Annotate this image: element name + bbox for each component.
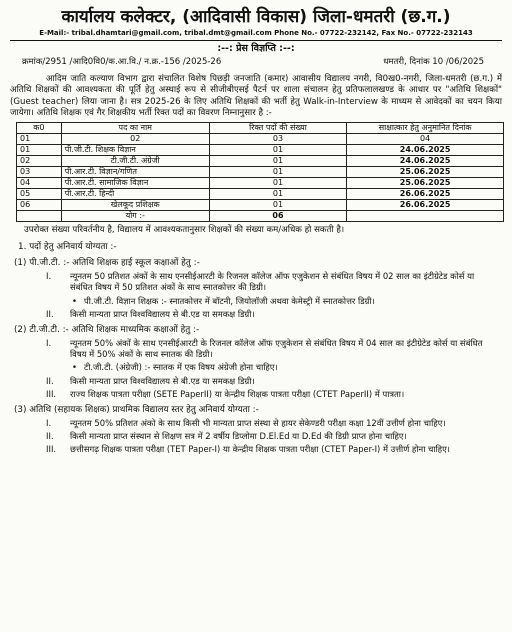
table-cell: 01: [209, 144, 347, 155]
table-row: [17, 166, 504, 177]
col-header-date: साक्षात्कार हेतु अनुमानित दिनांक: [347, 122, 504, 133]
table-cell: 05: [17, 188, 62, 199]
table-cell: 02: [17, 155, 62, 166]
col-header-post: पद का नाम: [61, 122, 209, 133]
reference-line: [10, 56, 502, 70]
press-release-title: :--: प्रेस विज्ञप्ति :--:: [217, 43, 295, 54]
table-cell: पी.आर.टी. हिन्दी: [61, 188, 209, 199]
table-row: [17, 199, 504, 210]
intro-paragraph: आदिम जाति कल्याण विभाग द्वारा संचालित विशेष पिछड़ी जनजाति (कमार) आवासीय विद्यालय नगरी, वि0ख0-नगरी, जिला-धमतरी (छ.ग.) में अतिथि शिक्षकों की आवश्यकता की पूर्ति हेतु अस्थाई रूप से सीजीबीएसई पैटर्न पर शाला संचालन हेतु प्रतिफलालखण्ड के आधार पर "अतिथि शिक्षकों" (Guest teacher) लिया जाना है। सत्र 2025-26 के लिए अतिथि शिक्षकों की भर्ती हेतु Walk-in-Interview के माध्यम से आवेदकों का चयन किया जायेगा। अतिथि शिक्षक एवं गैर शिक्षकीय भर्ती रिक्त पदों का विवरण निम्नानुसार है :-: [10, 74, 502, 119]
bullet-text: टी.जी.टी. (अंग्रेजी) :- स्नातक में एक विषय अंग्रेजी होना चाहिए।: [84, 362, 278, 373]
item-text: राज्य शिक्षक पात्रता परीक्षा (SETE PaperII) या केन्द्रीय शिक्षक पात्रता परीक्षा (CTET PaperII) में पात्रता।: [70, 388, 405, 399]
table-header-row: [17, 122, 504, 133]
header-divider: [10, 40, 502, 41]
bullet-text: पी.जी.टी. विज्ञान शिक्षक :- स्नातकोत्तर में बॉटनी, जियोलॉजी अथवा केमेस्ट्री में स्नातकोत्तर डिग्री।: [84, 295, 375, 306]
table-cell: पी.आर.टी. सामाजिक विज्ञान: [61, 177, 209, 188]
table-cell: [347, 210, 504, 221]
table-row: [17, 155, 504, 166]
item-number: I.: [46, 271, 52, 282]
bullet-item: [10, 362, 502, 373]
table-cell: 06: [17, 199, 62, 210]
table-cell: खेलकूद प्रशिक्षक: [61, 199, 209, 210]
list-item: [10, 271, 502, 293]
table-cell: 03: [17, 166, 62, 177]
sub-3-heading: (3) अतिथि (सहायक शिक्षक) प्राथमिक विद्यालय स्तर हेतु अनिवार्य योग्यता :-: [14, 404, 259, 415]
item-text: किसी मान्यता प्राप्त विश्वविद्यालय से बी.एड या समकक्ष डिग्री।: [70, 308, 255, 319]
table-cell: टी.जी.टी. अंग्रेजी: [61, 155, 209, 166]
table-cell: 01: [209, 155, 347, 166]
table-cell: 04: [347, 133, 504, 144]
table-cell: 03: [209, 133, 347, 144]
list-item: [10, 431, 502, 442]
item-number: I.: [46, 417, 52, 428]
table-cell: 01: [209, 166, 347, 177]
item-text: न्यूनतम 50% अंकों के साथ एनसीईआरटी के रिजनल कॉलेज ऑफ एजुकेशन से संबंधित विषय में 04 साल का इंटीग्रेटेड कोर्स या संबंधित विषय में 50% अंकों के साथ स्नातक की डिग्री।: [70, 337, 483, 360]
office-contact: E-Mail:- tribal.dhamtari@gmail.com, tribal.dmt@gmail.com Phone No.- 07722-232142, Fax No.- 07722-232143: [39, 29, 473, 37]
sub-1-heading: (1) पी.जी.टी. :- अतिथि शिक्षक हाई स्कूल कक्षाओं हेतु :-: [14, 258, 200, 269]
item-text: छत्तीसगढ़ शिक्षक पात्रता परीक्षा (TET Paper-I) या केन्द्रीय शिक्षक पात्रता परीक्षा (CTET Paper-I) में उत्तीर्ण होना चाहिए।: [70, 444, 450, 455]
list-item: [10, 338, 502, 360]
item-number: II.: [46, 431, 54, 442]
table-row: [17, 177, 504, 188]
reference-number: क्रमांक/2951 /आदि0वि0/क.आ.वि./ न.क्र.-156 /2025-26: [22, 57, 222, 67]
table-cell: 25.06.2025: [347, 166, 504, 177]
total-label: योग :-: [61, 210, 209, 221]
table-cell: 26.06.2025: [347, 188, 504, 199]
table-cell: 04: [17, 177, 62, 188]
item-number: II.: [46, 308, 54, 319]
item-number: III.: [46, 388, 57, 399]
col-header-sno: क0: [17, 122, 62, 133]
table-cell: 25.06.2025: [347, 177, 504, 188]
table-cell: 24.06.2025: [347, 144, 504, 155]
table-index-row: [17, 133, 504, 144]
table-row: [17, 144, 504, 155]
bullet-dot-icon: •: [72, 295, 77, 306]
list-item: [10, 444, 502, 455]
list-item: [10, 376, 502, 387]
table-cell: 01: [209, 177, 347, 188]
table-cell: पी.आर.टी. विज्ञान/गणित: [61, 166, 209, 177]
item-number: III.: [46, 444, 57, 455]
table-cell: 01: [17, 144, 62, 155]
table-row: [17, 188, 504, 199]
bullet-item: [10, 296, 502, 307]
col-header-count: रिक्त पदों की संख्या: [209, 122, 347, 133]
table-cell: 01: [209, 188, 347, 199]
table-cell: 26.06.2025: [347, 199, 504, 210]
list-item: [10, 418, 502, 429]
bullet-dot-icon: •: [72, 362, 77, 373]
list-item: [10, 389, 502, 400]
office-title: कार्यालय कलेक्टर, (आदिवासी विकास) जिला-धमतरी (छ.ग.): [61, 7, 451, 27]
table-cell: 01: [209, 199, 347, 210]
table-cell: 02: [61, 133, 209, 144]
item-text: न्यूनतम 50% प्रतिशत अंको के साथ किसी भी मान्यता प्राप्त संस्था से हायर सेकेण्डरी परीक्षा कक्षा 12वीं उत्तीर्ण होना चाहिए।: [70, 417, 446, 428]
reference-date: धमतरी, दिनांक 10 /06/2025: [383, 57, 484, 67]
table-total-row: [17, 210, 504, 221]
table-cell: पी.जी.टी. शिक्षक विज्ञान: [61, 144, 209, 155]
sub-2-heading: (2) टी.जी.टी. :- अतिथि शिक्षक माध्यमिक कक्षाओं हेतु :-: [14, 324, 200, 335]
table-cell: 01: [17, 133, 62, 144]
item-text: किसी मान्यता प्राप्त संस्थान से शिक्षण सत्र में 2 वर्षीय डिप्लोमा D.El.Ed या D.Ed की डिग्री प्राप्त होना चाहिए।: [70, 431, 407, 442]
note-paragraph: उपरोक्त संख्या परिवर्तनीय है, विद्यालय में आवश्यकतानुसार शिक्षकों की संख्या कम/अधिक हो सकती है।: [24, 224, 345, 235]
list-item: [10, 309, 502, 320]
table-cell: [17, 210, 62, 221]
table-cell: 24.06.2025: [347, 155, 504, 166]
total-count: 06: [209, 210, 347, 221]
section-1-heading: 1. पदों हेतु अनिवार्य योग्यता :-: [18, 242, 117, 253]
item-number: II.: [46, 375, 54, 386]
item-text: किसी मान्यता प्राप्त विश्वविद्यालय से बी.एड या समकक्ष डिग्री।: [70, 375, 255, 386]
vacancy-table: [16, 122, 504, 222]
item-number: I.: [46, 337, 52, 348]
item-text: न्यूनतम 50 प्रतिशत अंकों के साथ एनसीईआरटी के रिजनल कॉलेज ऑफ एजुकेशन से संबंधित विषय में 02 साल का इंटीग्रेटेड कोर्स या संबंधित विषय में 50 प्रतिशत अंकों के साथ स्नातकोत्तर की डिग्री।: [70, 271, 475, 293]
